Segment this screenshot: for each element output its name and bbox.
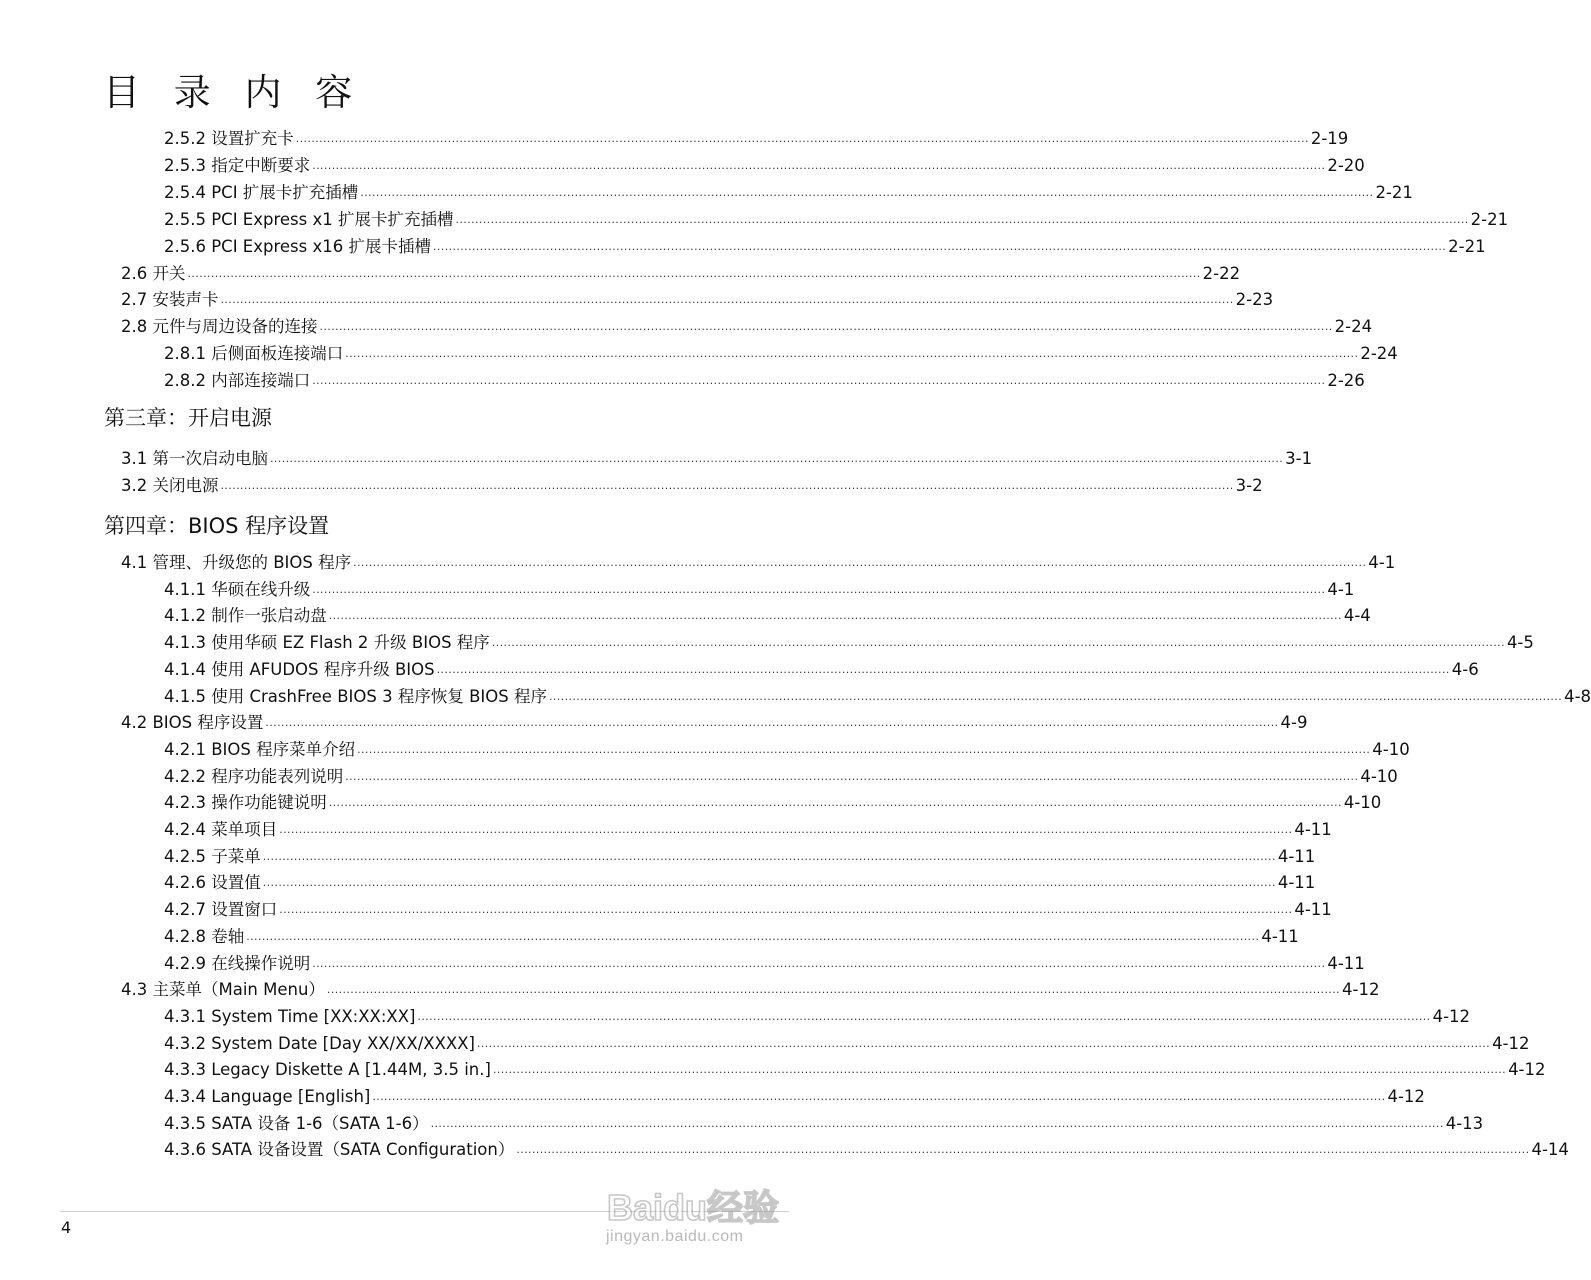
toc-entry-label: 4.1.2 制作一张启动盘 — [164, 606, 327, 626]
toc-dot-leader: .................................................................................................................................................................................................................................................................... — [417, 1009, 1431, 1023]
toc-dot-leader: .................................................................................................................................................................................................................................................................... — [279, 823, 1293, 836]
toc-dot-leader: .................................................................................................................................................................................................................................................................... — [328, 609, 1342, 623]
toc-entry-page: 2-21 — [1375, 182, 1413, 202]
toc-entry — [164, 793, 1382, 813]
toc-entry — [164, 579, 1355, 600]
toc-entry — [121, 317, 1373, 337]
toc-dot-leader: .................................................................................................................................................................................................................................................................... — [312, 374, 1326, 388]
toc-entry — [164, 1113, 1484, 1134]
toc-dot-leader: .................................................................................................................................................................................................................................................................... — [279, 903, 1293, 917]
page-title: 目 录 内 容 — [103, 71, 364, 114]
toc-dot-leader: .................................................................................................................................................................................................................................................................... — [345, 347, 1359, 361]
toc-dot-leader: .................................................................................................................................................................................................................................................................... — [476, 1036, 1491, 1050]
toc-entry — [121, 980, 1380, 1000]
toc-entry-page: 4-11 — [1294, 900, 1332, 920]
page-number: 4 — [61, 1218, 72, 1237]
toc-entry-label: 4.2 BIOS 程序设置 — [121, 713, 264, 733]
toc-dot-leader: .................................................................................................................................................................................................................................................................... — [220, 293, 1234, 307]
toc-entry — [164, 182, 1413, 203]
toc-entry-label: 2.8.2 内部连接端口 — [164, 371, 311, 391]
toc-entry-label: 4.1 管理、升级您的 BIOS 程序 — [121, 553, 352, 572]
toc-dot-leader: .................................................................................................................................................................................................................................................................... — [262, 849, 1276, 863]
toc-entry — [121, 449, 1313, 469]
toc-entry-label: 4.2.1 BIOS 程序菜单介绍 — [164, 739, 356, 759]
toc-entry-label: 4.1.1 华硕在线升级 — [164, 579, 311, 599]
toc-entry-label: 4.2.8 卷轴 — [164, 926, 245, 946]
toc-entry — [164, 1060, 1546, 1080]
toc-entry — [121, 290, 1274, 310]
toc-entry-label: 2.6 开关 — [121, 263, 186, 283]
toc-entry — [164, 1087, 1425, 1107]
toc-entry-label: 2.8.1 后侧面板连接端口 — [164, 344, 344, 364]
toc-entry-label: 4.2.4 菜单项目 — [164, 820, 278, 839]
toc-dot-leader: .................................................................................................................................................................................................................................................................... — [433, 239, 1447, 253]
toc-dot-leader: .................................................................................................................................................................................................................................................................... — [360, 185, 1374, 199]
toc-entry — [121, 553, 1396, 573]
toc-entry-label: 4.3.6 SATA 设备设置（SATA Configuration） — [164, 1140, 515, 1160]
toc-entry — [164, 1140, 1569, 1160]
toc-entry-page: 4-11 — [1327, 953, 1365, 973]
toc-entry-page: 2-24 — [1360, 344, 1398, 364]
toc-entry-label: 4.2.6 设置值 — [164, 873, 261, 893]
toc-entry-page: 4-10 — [1360, 766, 1398, 786]
toc-dot-leader: .................................................................................................................................................................................................................................................................... — [312, 158, 1326, 172]
toc-entry — [164, 739, 1410, 760]
toc-entry — [164, 236, 1486, 257]
toc-entry-page: 4-12 — [1432, 1006, 1471, 1026]
toc-entry-label: 3.2 关闭电源 — [121, 476, 219, 495]
toc-entry — [121, 263, 1241, 284]
toc-dot-leader: .................................................................................................................................................................................................................................................................... — [265, 716, 1279, 730]
toc-entry-page: 2-26 — [1327, 371, 1365, 391]
toc-entry — [164, 873, 1316, 893]
toc-entry-label: 4.3.3 Legacy Diskette A [1.44M, 3.5 in.] — [164, 1060, 491, 1080]
toc-entry — [164, 766, 1398, 787]
toc-entry-label: 4.3.5 SATA 设备 1-6（SATA 1-6） — [164, 1113, 429, 1133]
toc-dot-leader: .................................................................................................................................................................................................................................................................... — [516, 1143, 1530, 1157]
toc-entry — [121, 476, 1263, 496]
toc-entry-page: 2-24 — [1334, 317, 1373, 337]
toc-entry-page: 4-11 — [1277, 873, 1316, 893]
toc-entry-label: 2.5.5 PCI Express x1 扩展卡扩充插槽 — [164, 209, 454, 229]
toc-entry-label: 2.7 安装声卡 — [121, 290, 219, 310]
toc-dot-leader: .................................................................................................................................................................................................................................................................... — [262, 876, 1276, 890]
toc-entry-page: 4-5 — [1506, 633, 1534, 653]
toc-dot-leader: .................................................................................................................................................................................................................................................................... — [319, 320, 1333, 334]
toc-entry-label: 4.2.3 操作功能键说明 — [164, 793, 327, 813]
toc-dot-leader: .................................................................................................................................................................................................................................................................... — [436, 662, 1450, 676]
toc-entry — [121, 713, 1308, 733]
toc-entry-label: 2.5.4 PCI 扩展卡扩充插槽 — [164, 182, 359, 202]
toc-dot-leader: .................................................................................................................................................................................................................................................................... — [455, 212, 1469, 226]
toc-entry-page: 4-12 — [1387, 1087, 1425, 1106]
toc-entry — [164, 659, 1479, 680]
toc-entry-label: 2.5.2 设置扩充卡 — [164, 129, 294, 148]
toc-entry-label: 4.3.4 Language [English] — [164, 1087, 371, 1106]
svg-text:Baidu经验: Baidu经验 — [607, 1187, 780, 1228]
toc-entry-page: 4-10 — [1343, 793, 1382, 813]
toc-entry-label: 4.2.2 程序功能表列说明 — [164, 766, 344, 786]
toc-entry-label: 2.5.3 指定中断要求 — [164, 155, 311, 175]
toc-dot-leader: .................................................................................................................................................................................................................................................................... — [372, 1090, 1386, 1103]
toc-dot-leader: .................................................................................................................................................................................................................................................................... — [270, 452, 1284, 465]
toc-entry-label: 2.8 元件与周边设备的连接 — [121, 317, 318, 337]
chapter-4-heading: 第四章：BIOS 程序设置 — [104, 514, 330, 538]
toc-dot-leader: .................................................................................................................................................................................................................................................................... — [492, 1063, 1507, 1077]
toc-entry — [164, 686, 1591, 707]
toc-dot-leader: .................................................................................................................................................................................................................................................................... — [345, 769, 1359, 783]
chapter-3-heading: 第三章：开启电源 — [104, 406, 272, 430]
toc-entry-page: 4-11 — [1294, 820, 1332, 839]
toc-entry-page: 2-22 — [1202, 263, 1241, 283]
toc-entry-label: 4.2.5 子菜单 — [164, 846, 261, 866]
toc-entry-page: 4-14 — [1531, 1140, 1569, 1160]
toc-entry-page: 4-9 — [1280, 713, 1308, 733]
toc-entry-label: 4.1.5 使用 CrashFree BIOS 3 程序恢复 BIOS 程序 — [164, 686, 547, 706]
toc-entry-page: 3-2 — [1235, 476, 1263, 495]
toc-dot-leader: .................................................................................................................................................................................................................................................................... — [357, 742, 1371, 756]
toc-entry — [164, 953, 1365, 974]
toc-entry — [164, 846, 1316, 867]
toc-entry-page: 4-10 — [1372, 739, 1410, 759]
toc-entry-page: 4-12 — [1492, 1033, 1530, 1053]
toc-entry-label: 4.3.1 System Time [XX:XX:XX] — [164, 1006, 416, 1026]
toc-dot-leader: .................................................................................................................................................................................................................................................................... — [328, 796, 1342, 810]
toc-entry-label: 4.3 主菜单（Main Menu） — [121, 980, 325, 1000]
toc-entry — [164, 209, 1509, 230]
toc-entry — [164, 155, 1365, 176]
toc-entry-page: 4-4 — [1343, 606, 1371, 626]
toc-entry — [164, 344, 1398, 364]
toc-entry — [164, 820, 1332, 840]
toc-entry-label: 4.2.7 设置窗口 — [164, 900, 278, 920]
toc-dot-leader: .................................................................................................................................................................................................................................................................... — [491, 636, 1505, 650]
toc-entry-page: 4-8 — [1564, 686, 1591, 706]
toc-dot-leader: .................................................................................................................................................................................................................................................................... — [430, 1116, 1444, 1130]
toc-entry-page: 2-19 — [1310, 129, 1349, 148]
watermark-url: jingyan.baidu.com — [606, 1228, 744, 1245]
toc-dot-leader: .................................................................................................................................................................................................................................................................... — [187, 266, 1201, 280]
toc-entry — [164, 129, 1349, 149]
toc-dot-leader: .................................................................................................................................................................................................................................................................... — [312, 956, 1326, 970]
toc-entry-label: 4.2.9 在线操作说明 — [164, 953, 311, 973]
toc-entry — [164, 606, 1371, 626]
toc-entry-page: 4-12 — [1342, 980, 1380, 1000]
toc-entry-page: 4-13 — [1445, 1113, 1484, 1133]
toc-dot-leader: .................................................................................................................................................................................................................................................................... — [326, 983, 1341, 997]
toc-dot-leader: .................................................................................................................................................................................................................................................................... — [353, 556, 1367, 569]
toc-entry-page: 4-12 — [1508, 1060, 1546, 1080]
toc-entry-label: 4.1.3 使用华硕 EZ Flash 2 升级 BIOS 程序 — [164, 633, 490, 653]
toc-dot-leader: .................................................................................................................................................................................................................................................................... — [548, 689, 1563, 703]
toc-entry-page: 2-21 — [1470, 209, 1509, 229]
toc-entry-label: 2.5.6 PCI Express x16 扩展卡插槽 — [164, 236, 431, 256]
toc-entry-label: 4.1.4 使用 AFUDOS 程序升级 BIOS — [164, 659, 435, 679]
toc-entry-page: 4-11 — [1277, 846, 1316, 866]
toc-dot-leader: .................................................................................................................................................................................................................................................................... — [246, 929, 1260, 943]
toc-dot-leader: .................................................................................................................................................................................................................................................................... — [312, 582, 1326, 596]
toc-entry-label: 3.1 第一次启动电脑 — [121, 449, 268, 468]
toc-entry — [164, 1006, 1471, 1027]
toc-entry-page: 3-1 — [1285, 449, 1313, 468]
toc-entry-page: 4-1 — [1368, 553, 1396, 572]
toc-entry-page: 4-6 — [1451, 659, 1479, 679]
toc-entry-page: 4-11 — [1261, 926, 1299, 946]
toc-dot-leader: .................................................................................................................................................................................................................................................................... — [295, 132, 1309, 145]
toc-entry-page: 4-1 — [1327, 579, 1355, 599]
toc-entry-page: 2-20 — [1327, 155, 1365, 175]
toc-entry — [164, 926, 1299, 947]
toc-entry — [164, 1033, 1530, 1054]
toc-entry — [164, 633, 1534, 653]
toc-dot-leader: .................................................................................................................................................................................................................................................................... — [220, 479, 1234, 492]
toc-entry — [164, 371, 1365, 391]
toc-entry — [164, 900, 1332, 920]
toc-entry-page: 2-21 — [1448, 236, 1486, 256]
toc-entry-page: 2-23 — [1235, 290, 1274, 310]
toc-entry-label: 4.3.2 System Date [Day XX/XX/XXXX] — [164, 1033, 475, 1053]
